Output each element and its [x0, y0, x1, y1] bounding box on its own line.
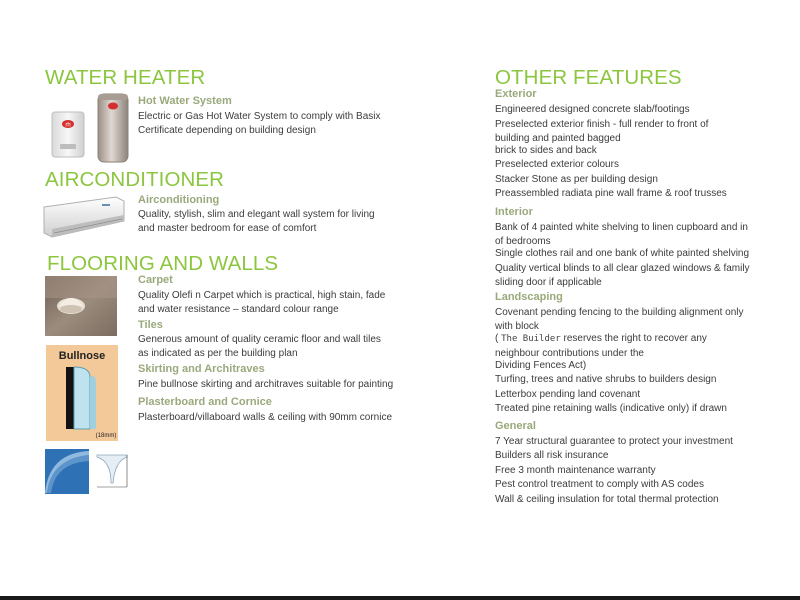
landscaping-line: Turfing, trees and native shrubs to builders design [495, 374, 717, 385]
interior-line: Bank of 4 painted white shelving to linen cupboard and in of bedrooms [495, 222, 748, 247]
landscaping-heading: Landscaping [495, 291, 563, 303]
exterior-line: Engineered designed concrete slab/footings [495, 104, 690, 115]
airconditioning-heading: Airconditioning [138, 194, 220, 206]
landscaping-line: Dividing Fences Act) [495, 360, 587, 371]
plasterboard-text: Plasterboard/villaboard walls & ceiling with 90mm cornice [138, 412, 392, 423]
flooring-walls-title: FLOORING AND WALLS [47, 252, 279, 275]
landscaping-line: Treated pine retaining walls (indicative only) if drawn [495, 403, 727, 414]
hot-water-system-text: Electric or Gas Hot Water System to comply with Basix Certificate depending on building design [138, 111, 381, 136]
general-line: 7 Year structural guarantee to protect your investment [495, 436, 733, 447]
airconditioner-title: AIRCONDITIONER [45, 168, 225, 191]
landscaping-line-builder [495, 332, 750, 360]
exterior-line: brick to sides and back [495, 145, 597, 156]
exterior-line: Preassembled radiata pine wall frame & roof trusses [495, 188, 727, 199]
general-heading: General [495, 420, 536, 432]
landscaping-line: Letterbox pending land covenant [495, 389, 641, 400]
airconditioning-text: Quality, stylish, slim and elegant wall system for living and master bedroom for ease of comfort [138, 209, 375, 234]
other-features-title: OTHER FEATURES [495, 66, 682, 89]
exterior-heading: Exterior [495, 88, 537, 100]
bottom-divider [0, 596, 800, 600]
plasterboard-heading: Plasterboard and Cornice [138, 396, 272, 408]
exterior-line: Preselected exterior finish - full render to front of building and painted bagged [495, 119, 709, 144]
landscaping-line: Covenant pending fencing to the building alignment only with block [495, 307, 744, 332]
carpet-text: Quality Olefi n Carpet which is practical, high stain, fade and water resistance – standard colour range [138, 290, 386, 315]
exterior-line: Preselected exterior colours [495, 159, 619, 170]
skirting-text: Pine bullnose skirting and architraves suitable for painting [138, 379, 394, 390]
general-line: Pest control treatment to comply with AS codes [495, 479, 704, 490]
interior-heading: Interior [495, 206, 533, 218]
open-paren: ( [495, 333, 499, 344]
carpet-image [45, 276, 117, 336]
skirting-heading: Skirting and Architraves [138, 363, 265, 375]
builder-name: The Builder [501, 334, 561, 344]
bullnose-size: (18mm) [95, 433, 117, 439]
cornice-image [45, 449, 135, 494]
svg-text:rh: rh [65, 122, 71, 129]
water-heater-title: WATER HEATER [45, 66, 206, 89]
interior-line: Quality vertical blinds to all clear glazed windows & family sliding door if applicable [495, 263, 750, 288]
interior-line: Single clothes rail and one bank of white painted shelving [495, 248, 750, 259]
tiles-heading: Tiles [138, 319, 163, 331]
exterior-line: Stacker Stone as per building design [495, 174, 658, 185]
general-line: Free 3 month maintenance warranty [495, 465, 656, 476]
general-line: Wall & ceiling insulation for total thermal protection [495, 494, 719, 505]
general-line: Builders all risk insurance [495, 450, 609, 461]
aircon-image [40, 193, 128, 243]
water-heater-image [50, 92, 132, 164]
tiles-text: Generous amount of quality ceramic floor and wall tiles as indicated as per the building plan [138, 334, 381, 359]
bullnose-image [46, 345, 118, 441]
hot-water-system-heading: Hot Water System [138, 95, 232, 107]
bullnose-label: Bullnose [58, 350, 106, 362]
carpet-heading: Carpet [138, 274, 173, 286]
builder-rest: reserves the right to recover any neighbour contributions under the [495, 333, 707, 359]
